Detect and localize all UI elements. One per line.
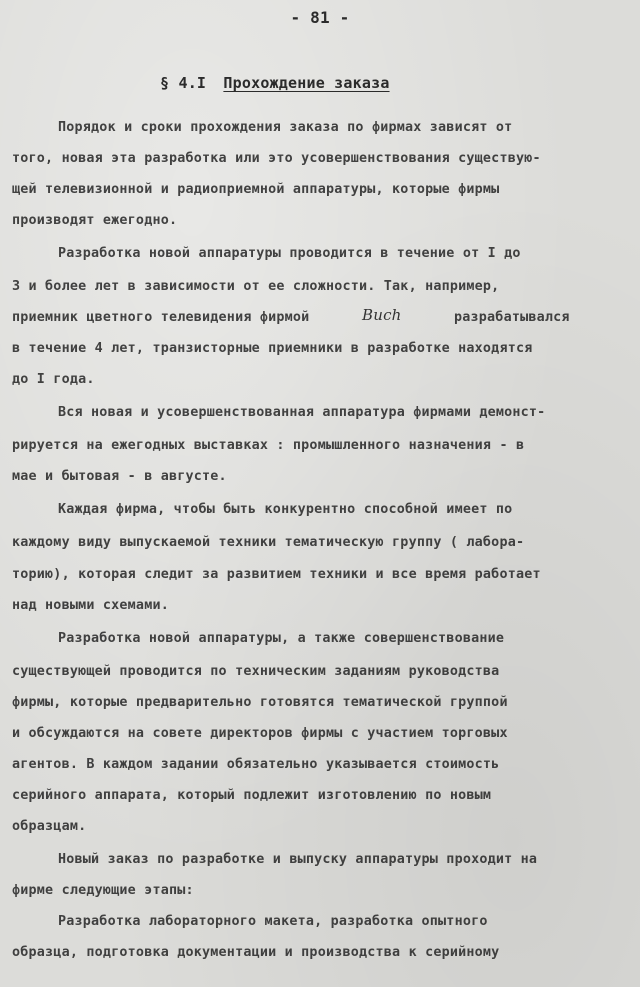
handwritten-insert: Buch — [362, 306, 402, 324]
text-line: Новый заказ по разработке и выпуску аппаратуры проходит на — [58, 852, 538, 867]
section-title: Прохождение заказа — [223, 74, 390, 92]
text-line: и обсуждаются на совете директоров фирмы с участием торговых — [12, 726, 508, 741]
text-line: Порядок и сроки прохождения заказа по фирмах зависят от — [58, 120, 513, 135]
text-line: щей телевизионной и радиоприемной аппаратуры, которые фирмы — [12, 182, 500, 197]
text-line: агентов. В каждом задании обязательно указывается стоимость — [12, 757, 500, 772]
text-line: над новыми схемами. — [12, 598, 169, 613]
text-line: приемник цветного телевидения фирмой — [12, 310, 310, 325]
text-line: фирмы, которые предварительно готовятся тематической группой — [12, 695, 508, 710]
text-line: фирме следующие этапы: — [12, 883, 194, 898]
text-line: образцам. — [12, 819, 87, 834]
text-line: разрабатывался — [454, 310, 570, 325]
text-line: Разработка новой аппаратуры проводится в течение от I до — [58, 246, 521, 261]
text-line: мае и бытовая - в августе. — [12, 469, 227, 484]
text-line: Разработка новой аппаратуры, а также совершенствование — [58, 631, 505, 646]
text-line: торию), которая следит за развитием техники и все время работает — [12, 567, 541, 582]
text-line: каждому виду выпускаемой техники тематическую группу ( лабора- — [12, 535, 525, 550]
text-line: Каждая фирма, чтобы быть конкурентно способной имеет по — [58, 502, 513, 517]
text-line: до I года. — [12, 372, 95, 387]
section-number: § 4.I — [160, 74, 207, 92]
text-line: Разработка лабораторного макета, разработка опытного — [58, 914, 488, 929]
text-line: образца, подготовка документации и производства к серийному — [12, 945, 500, 960]
text-line: серийного аппарата, который подлежит изготовлению по новым — [12, 788, 492, 803]
text-line: в течение 4 лет, транзисторные приемники в разработке находятся — [12, 341, 533, 356]
page-number: - 81 - — [290, 8, 350, 27]
text-line: Вся новая и усовершенствованная аппаратура фирмами демонст- — [58, 405, 546, 420]
text-line: 3 и более лет в зависимости от ее сложности. Так, например, — [12, 279, 500, 294]
text-line: того, новая эта разработка или это усовершенствования существую- — [12, 151, 541, 166]
text-line: производят ежегодно. — [12, 213, 178, 228]
text-line: рируется на ежегодных выставках : промышленного назначения - в — [12, 438, 525, 453]
text-line: существующей проводится по техническим заданиям руководства — [12, 664, 500, 679]
section-heading — [160, 74, 390, 92]
